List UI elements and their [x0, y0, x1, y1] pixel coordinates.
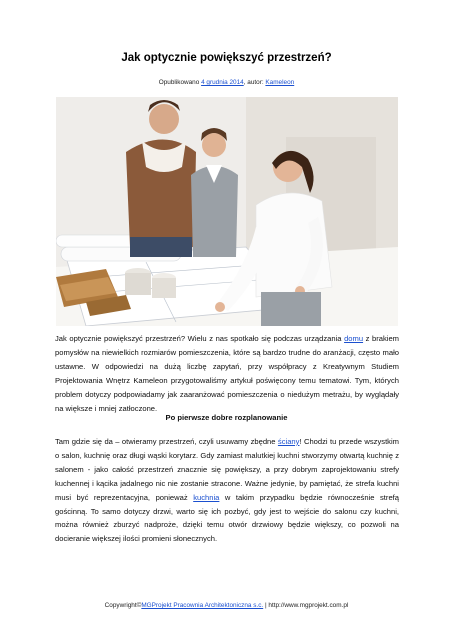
author-prefix: , autor:	[243, 79, 264, 86]
article-title: Jak optycznie powiększyć przestrzeń?	[121, 52, 332, 64]
paragraph-layout-text-3: w takim przypadku będzie równocześnie strefą gościnną. To samo dotyczy drzwi, warto się ich pozbyć, gdy jest to wejście do salonu czy kuchni, można również zburzyć nadproże, dzięki temu otwór drzwiowy będzie większy, co pozwoli na docieranie większej ilości promieni słonecznych.	[55, 492, 399, 544]
company-link[interactable]: MGProjekt Pracownia Architektoniczna s.c.	[141, 602, 264, 609]
section-heading: Po pierwsze dobre rozplanowanie	[165, 413, 288, 422]
paragraph-layout	[55, 435, 399, 546]
paragraph-layout-text-2: ! Chodzi tu przede wszystkim o salon, kuchnię oraz długi wąski korytarz. Gdy zamiast malutkiej kuchni stworzymy otwartą kuchnię z salonem - jako całość przestrzeń znacznie się powiększy, a przy dobrym zaprojektowaniu strefy kuchennej i kącika jadalnego nic nie zostanie stracone. Ważne jedynie, by pamiętać, że strefa kuchni musi być reprezentacyjna, ponieważ	[55, 437, 399, 502]
footer-suffix: | http://www.mgprojekt.com.pl	[263, 602, 349, 609]
designers-photo-illustration	[56, 97, 398, 326]
footer-prefix: Copywright©	[104, 602, 142, 609]
article-photo	[56, 97, 398, 326]
link-domu[interactable]: domu	[344, 334, 364, 343]
paragraph-intro	[55, 332, 399, 415]
meta-prefix: Opublikowano	[158, 79, 200, 86]
paragraph-intro-text-2: z brakiem pomysłów na niewielkich rozmiarów pomieszczenia, które są bardzo trudne do aranżacji, często mało ustawne. W odpowiedzi na dużą liczbę zapytań, przy współpracy z Kreatywnym Studiem Projektowania Wnętrz Kameleon przygotowaliśmy artykuł poświęcony temu tematowi. Tym, których problem dotyczy podpowiadamy jak zaaranżować pomieszczenia o niedużym metrażu, by wyglądały na większe i mniej zatłoczone.	[55, 334, 399, 413]
page-footer	[0, 602, 453, 609]
author-link[interactable]: Kameleon	[265, 79, 295, 86]
date-link[interactable]: 4 grudnia 2014	[201, 79, 244, 86]
paragraph-intro-text-1: Jak optycznie powiększyć przestrzeń? Wielu z nas spotkało się podczas urządzania	[55, 334, 345, 343]
article-meta	[0, 79, 453, 86]
paragraph-layout-text-1: Tam gdzie się da – otwieramy przestrzeń, czyli usuwamy zbędne	[55, 437, 278, 446]
link-sciany[interactable]: ściany	[277, 437, 300, 446]
link-kuchnia[interactable]: kuchnia	[193, 492, 220, 502]
